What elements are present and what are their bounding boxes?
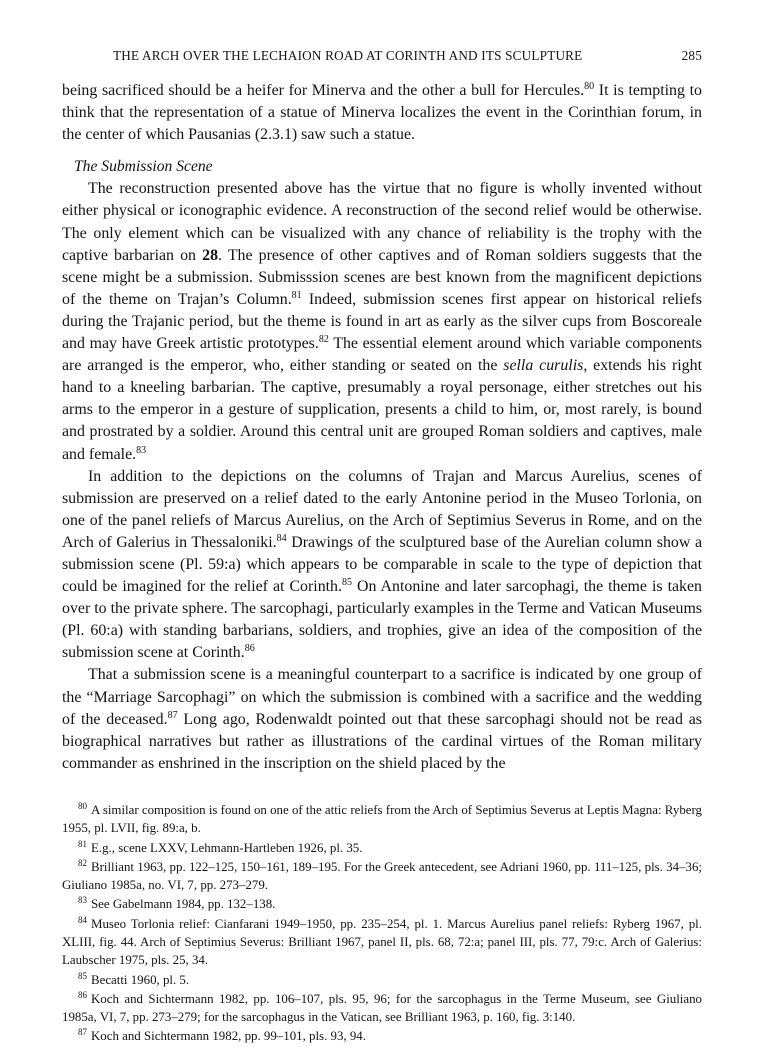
catalogue-number: 28 [202,246,219,264]
footnote-number: 82 [78,857,87,868]
footnote-text: A similar composition is found on one of the attic reliefs from the Arch of Septimius Severus at Leptis Magna: Ryberg 1955, pl. LVII, fig. 89:a, b. [62,802,702,836]
paragraph-text: Indeed, submission scenes first appear on historical reliefs during the Trajanic period, but the theme is found in art as early as the silver cups from Boscoreale and may have Greek artistic prototypes. [62,290,702,353]
section-heading: The Submission Scene [74,158,213,176]
paragraph-1 [62,80,702,146]
paragraph-text: Drawings of the sculptured base of the Aurelian column show a submission scene (Pl. 59:a) which appears to be comparable in scale to the type of depiction that could be imagined for the relief at Corinth. [62,533,703,596]
page [62,48,702,1047]
paragraph-text: being sacrificed should be a heifer for Minerva and the other a bull for Hercules. [62,82,585,99]
footnote-85 [62,971,702,989]
paragraph-text: The reconstruction presented above has the virtue that no figure is wholly invented without either physical or iconographic evidence. A reconstruction of the second relief would be otherwise. The only element which can be visualized with any chance of reliability is the trophy with the captive barbarian on [62,180,702,264]
footnote-ref-86[interactable]: 86 [244,643,255,655]
page-number: 285 [681,48,702,63]
footnote-ref-84[interactable]: 84 [276,532,287,544]
latin-term: sella curulis [503,357,584,375]
paragraph-text: It is tempting to think that the representation of a statue of Minerva localizes the event in the Corinthian forum, in the center of which Pausanias (2.3.1) saw such a statue. [62,82,702,144]
body-text [62,80,702,775]
footnote-ref-83[interactable]: 83 [136,444,147,456]
footnote-number: 84 [78,914,87,925]
footnote-82 [62,858,702,895]
paragraph-2 [62,178,702,465]
footnote-84 [62,915,702,970]
footnote-text: Becatti 1960, pl. 5. [91,972,190,987]
running-head [62,48,702,70]
footnote-80 [62,801,702,838]
footnote-text: E.g., scene LXXV, Lehmann-Hartleben 1926, pl. 35. [91,840,363,855]
paragraph-text: The essential element around which variable components are arranged is the emperor, who, either standing or seated on the [62,335,702,375]
footnote-ref-80[interactable]: 80 [584,81,595,92]
running-title: THE ARCH OVER THE LECHAION ROAD AT CORINTH AND ITS SCULPTURE [113,48,583,63]
footnote-number: 87 [78,1027,87,1038]
paragraph-3 [62,466,702,665]
footnote-number: 81 [78,838,87,849]
footnote-ref-85[interactable]: 85 [341,577,352,589]
paragraph-text: , extends his right hand to a kneeling barbarian. The captive, presumably a royal personage, either stretches out his arms to the emperor in a gesture of supplication, presents a child to him, or, most rarely, is bound and prostrated by a soldier. Around this central unit are grouped Roman soldiers and captives, male and female. [62,357,702,463]
footnote-number: 80 [78,800,87,811]
footnote-text: See Gabelmann 1984, pp. 132–138. [91,897,276,912]
footnote-ref-82[interactable]: 82 [318,334,329,346]
footnote-86 [62,990,702,1027]
footnote-number: 85 [78,970,87,981]
paragraph-text: On Antonine and later sarcophagi, the theme is taken over to the private sphere. The sarcophagi, particularly examples in the Terme and Vatican Museums (Pl. 60:a) with standing barbarians, soldiers, and trophies, give an idea of the composition of the submission scene at Corinth. [62,578,702,662]
paragraph-text: Long ago, Rodenwaldt pointed out that these sarcophagi should not be read as biographical narratives but rather as illustrations of the cardinal virtues of the Roman military commander as enshrined in the inscription on the shield placed by the [62,710,702,772]
footnote-ref-81[interactable]: 81 [291,289,302,301]
footnote-text: Koch and Sichtermann 1982, pp. 106–107, pls. 95, 96; for the sarcophagus in the Terme Museum, see Giuliano 1985a, VI, 7, pp. 273–279; for the sarcophagus in the Vatican, see Brilliant 1963, p. 160, fig. 3:140. [62,991,702,1025]
footnote-text: Brilliant 1963, pp. 122–125, 150–161, 189–195. For the Greek antecedent, see Adriani 1960, pp. 111–125, pls. 34–36; Giuliano 1985a, no. VI, 7, pp. 273–279. [62,859,702,893]
paragraph-text: . The presence of other captives and of Roman soldiers suggests that the scene might be a submission. Submisssion scenes are best known from the magnificent depictions of the theme on Trajan’s Column. [62,246,702,308]
footnote-text: Koch and Sichtermann 1982, pp. 99–101, pls. 93, 94. [91,1029,366,1044]
footnote-81 [62,839,702,857]
footnotes [62,801,702,1046]
paragraph-4 [62,664,702,774]
footnote-number: 86 [78,989,87,1000]
footnote-83 [62,895,702,913]
paragraph-text: In addition to the depictions on the columns of Trajan and Marcus Aurelius, scenes of submission are preserved on a relief dated to the early Antonine period in the Museo Torlonia, on one of the panel reliefs of Marcus Aurelius, on the Arch of Septimius Severus in Rome, and on the Arch of Galerius in Thessaloniki. [62,467,702,551]
footnote-number: 83 [78,895,87,906]
footnote-text: Museo Torlonia relief: Cianfarani 1949–1950, pp. 235–254, pl. 1. Marcus Aurelius panel reliefs: Ryberg 1967, pl. XLIII, fig. 44. Arch of Septimius Severus: Brilliant 1967, panel II, pls. 68, 72:a; panel III, pls. 77, 79:c. Arch of Galerius: Laubscher 1975, pls. 25, 34. [62,916,702,968]
footnote-ref-87[interactable]: 87 [167,709,178,721]
paragraph-text: That a submission scene is a meaningful counterpart to a sacrifice is indicated by one group of the “Marriage Sarcophagi” on which the submission is combined with a sacrifice and the wedding of the deceased. [62,666,702,728]
footnote-87 [62,1027,702,1045]
